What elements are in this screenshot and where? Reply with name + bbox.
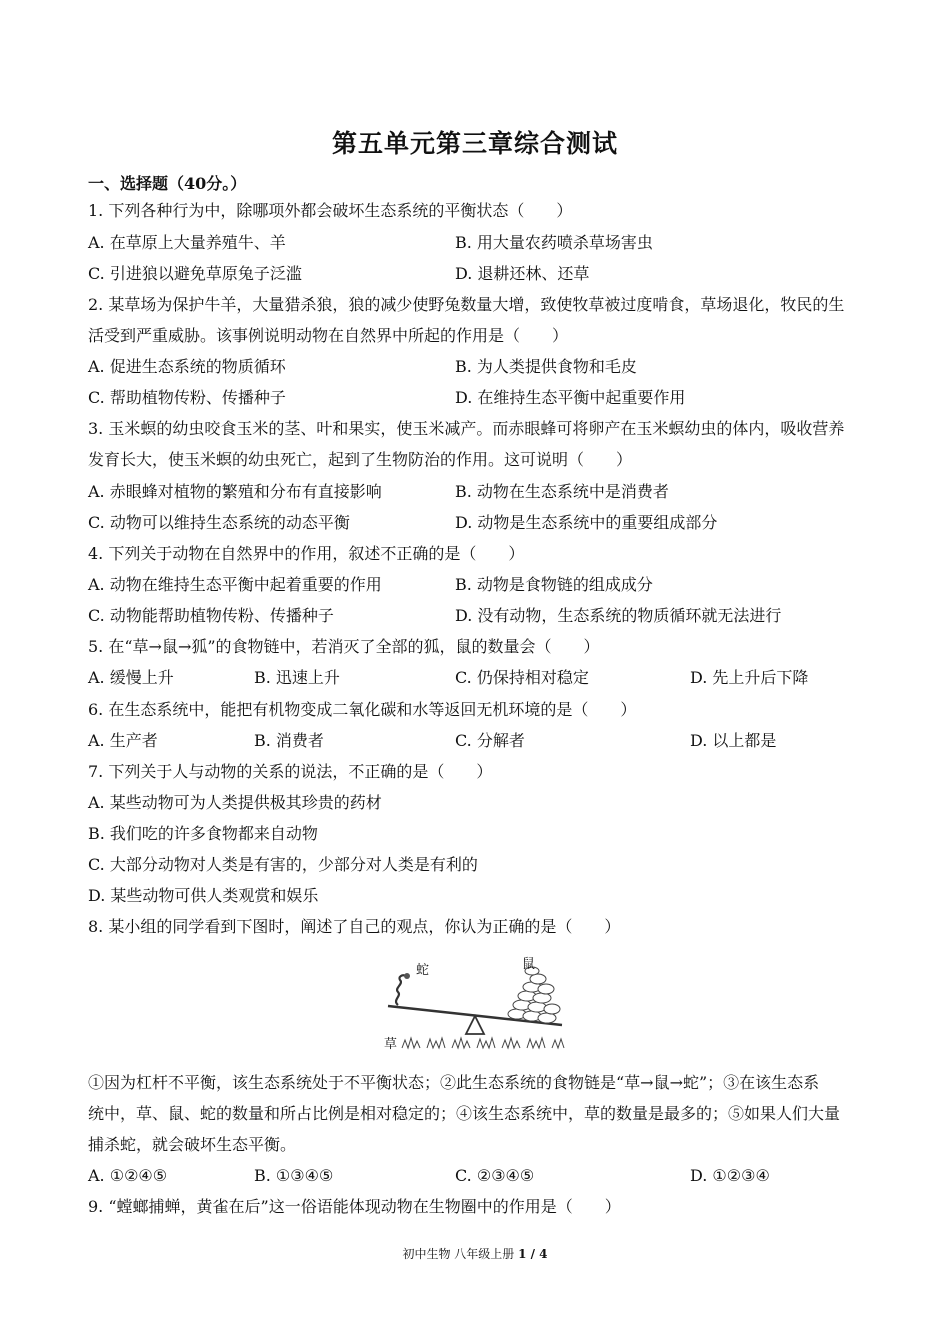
question-8-option-c: C. ②③④⑤	[455, 1166, 535, 1185]
question-5-option-d: D. 先上升后下降	[690, 668, 809, 687]
question-3-stem-line-1: 3. 玉米螟的幼虫咬食玉米的茎、叶和果实，使玉米减产。而赤眼蜂可将卵产在玉米螟幼虫的体内，吸收营养	[88, 419, 845, 438]
mice-pile-drawing	[508, 967, 560, 1023]
food-chain-lever-figure	[372, 952, 572, 1058]
fulcrum-triangle	[466, 1016, 484, 1034]
question-4-option-c: C. 动物能帮助植物传粉、传播种子	[88, 606, 334, 625]
question-2-option-a: A. 促进生态系统的物质循环	[88, 357, 286, 376]
question-5-option-c: C. 仍保持相对稳定	[455, 668, 589, 687]
question-1-option-d: D. 退耕还林、还草	[455, 264, 590, 283]
question-9-stem: 9. “螳螂捕蝉，黄雀在后”这一俗语能体现动物在生物圈中的作用是（ ）	[88, 1197, 621, 1216]
question-5-option-a: A. 缓慢上升	[88, 668, 174, 687]
figure-label-snake: 蛇	[416, 963, 430, 978]
question-1-option-a: A. 在草原上大量养殖牛、羊	[88, 233, 286, 252]
question-8-statement-line-1: ①因为杠杆不平衡，该生态系统处于不平衡状态；②此生态系统的食物链是“草→鼠→蛇”；③在该生态系	[88, 1073, 820, 1092]
question-1-stem: 1. 下列各种行为中，除哪项外都会破坏生态系统的平衡状态（ ）	[88, 201, 573, 220]
question-6-option-d: D. 以上都是	[690, 731, 777, 750]
question-6-option-b: B. 消费者	[254, 731, 324, 750]
question-8-option-a: A. ①②④⑤	[88, 1166, 168, 1185]
question-7-stem: 7. 下列关于人与动物的关系的说法，不正确的是（ ）	[88, 762, 493, 781]
question-8-stem: 8. 某小组的同学看到下图时，阐述了自己的观点，你认为正确的是（ ）	[88, 917, 621, 936]
question-5-option-b: B. 迅速上升	[254, 668, 340, 687]
question-4-option-d: D. 没有动物，生态系统的物质循环就无法进行	[455, 606, 782, 625]
question-8-option-b: B. ①③④⑤	[254, 1166, 334, 1185]
question-2-option-d: D. 在维持生态平衡中起重要作用	[455, 388, 686, 407]
figure-label-mouse: 鼠	[522, 957, 536, 972]
question-3-stem-line-2: 发育长大，使玉米螟的幼虫死亡，起到了生物防治的作用。这可说明（ ）	[88, 450, 633, 469]
question-7-option-b: B. 我们吃的许多食物都来自动物	[88, 824, 318, 843]
question-7-option-c: C. 大部分动物对人类是有害的，少部分对人类是有利的	[88, 855, 478, 874]
question-6-option-a: A. 生产者	[88, 731, 158, 750]
page-number: 1 / 4	[518, 1247, 548, 1261]
question-4-option-b: B. 动物是食物链的组成成分	[455, 575, 653, 594]
question-2-stem-line-2: 活受到严重威胁。该事例说明动物在自然界中所起的作用是（ ）	[88, 326, 569, 345]
question-2-option-c: C. 帮助植物传粉、传播种子	[88, 388, 286, 407]
question-2-option-b: B. 为人类提供食物和毛皮	[455, 357, 637, 376]
question-7-option-d: D. 某些动物可供人类观赏和娱乐	[88, 886, 319, 905]
section-heading: 一、选择题（40分。）	[88, 174, 247, 193]
page-title: 第五单元第三章综合测试	[331, 129, 618, 158]
lever-illustration	[372, 952, 572, 1058]
question-1-option-b: B. 用大量农药喷杀草场害虫	[455, 233, 653, 252]
question-3-option-c: C. 动物可以维持生态系统的动态平衡	[88, 513, 350, 532]
question-6-option-c: C. 分解者	[455, 731, 525, 750]
question-8-statement-line-3: 捕杀蛇，就会破坏生态平衡。	[88, 1135, 297, 1154]
question-3-option-d: D. 动物是生态系统中的重要组成部分	[455, 513, 718, 532]
footer-text: 初中生物 八年级上册	[402, 1247, 519, 1261]
question-8-option-d: D. ①②③④	[690, 1166, 770, 1185]
figure-label-grass: 草	[384, 1037, 398, 1052]
question-8-statement-line-2: 统中，草、鼠、蛇的数量和所占比例是相对稳定的；④该生态系统中，草的数量是最多的；⑤如果人们大量	[88, 1104, 841, 1123]
page-footer	[0, 1245, 950, 1262]
question-4-option-a: A. 动物在维持生态平衡中起着重要的作用	[88, 575, 382, 594]
grass-row-drawing	[402, 1038, 564, 1048]
snake-drawing	[396, 973, 410, 1005]
question-5-stem: 5. 在“草→鼠→狐”的食物链中，若消灭了全部的狐，鼠的数量会（ ）	[88, 637, 600, 656]
question-1-option-c: C. 引进狼以避免草原兔子泛滥	[88, 264, 302, 283]
question-3-option-b: B. 动物在生态系统中是消费者	[455, 482, 669, 501]
question-3-option-a: A. 赤眼蜂对植物的繁殖和分布有直接影响	[88, 482, 382, 501]
question-2-stem-line-1: 2. 某草场为保护牛羊，大量猎杀狼，狼的减少使野兔数量大增，致使牧草被过度啃食，草场退化，牧民的生	[88, 295, 845, 314]
question-7-option-a: A. 某些动物可为人类提供极其珍贵的药材	[88, 793, 382, 812]
question-4-stem: 4. 下列关于动物在自然界中的作用，叙述不正确的是（ ）	[88, 544, 525, 563]
question-6-stem: 6. 在生态系统中，能把有机物变成二氧化碳和水等返回无机环境的是（ ）	[88, 700, 637, 719]
